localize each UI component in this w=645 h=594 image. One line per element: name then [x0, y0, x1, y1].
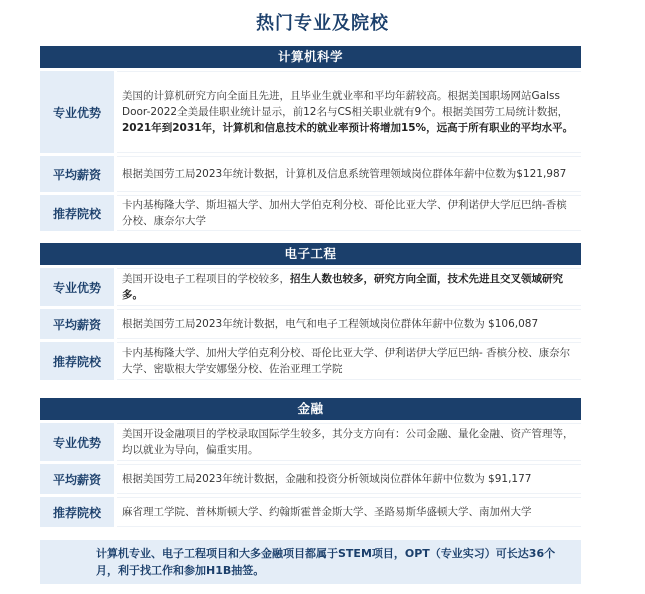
- row-advantage: [40, 423, 581, 461]
- row-label: 平均薪资: [40, 309, 114, 339]
- row-label: 专业优势: [40, 268, 114, 306]
- row-schools: [40, 497, 581, 527]
- row-label: 专业优势: [40, 423, 114, 461]
- advantage-text-normal: 美国的计算机研究方向全面且先进，且毕业生就业率和平均年薪较高。根据美国职场网站Galss Door-2022全美最佳职业统计显示，前12名与CS相关职业就有9个。根据美国劳工局统计数据，: [122, 90, 569, 118]
- row-content: [117, 342, 581, 380]
- section-finance: [40, 398, 581, 527]
- row-content: [117, 71, 581, 153]
- row-content: [117, 309, 581, 339]
- schools-text: 麻省理工学院、普林斯顿大学、约翰斯霍普金斯大学、圣路易斯华盛顿大学、南加州大学: [122, 506, 532, 518]
- section-header: 电子工程: [40, 243, 581, 265]
- row-content: [117, 497, 581, 527]
- salary-text: 根据美国劳工局2023年统计数据，计算机及信息系统管理领域岗位群体年薪中位数为$121,987: [122, 168, 567, 180]
- salary-text: 根据美国劳工局2023年统计数据，电气和电子工程领域岗位群体年薪中位数为 $106,087: [122, 318, 539, 330]
- row-content: [117, 156, 581, 192]
- row-content: [117, 423, 581, 461]
- row-label: 平均薪资: [40, 464, 114, 494]
- row-advantage: [40, 71, 581, 153]
- row-schools: [40, 342, 581, 380]
- section-electrical-engineering: [40, 243, 581, 380]
- row-salary: [40, 464, 581, 494]
- schools-text: 卡内基梅隆大学、加州大学伯克利分校、哥伦比亚大学、伊利诺伊大学厄巴纳- 香槟分校、康奈尔大学、密歇根大学安娜堡分校、佐治亚理工学院: [122, 347, 571, 375]
- stem-footer-note: 计算机专业、电子工程项目和大多金融项目都属于STEM项目，OPT（专业实习）可长达36个月，利于找工作和参加H1B抽签。: [40, 540, 581, 584]
- advantage-text-normal: 美国开设电子工程项目的学校较多，: [122, 273, 290, 285]
- row-content: [117, 195, 581, 231]
- row-salary: [40, 156, 581, 192]
- advantage-text: [122, 271, 576, 303]
- row-schools: [40, 195, 581, 231]
- schools-text: 卡内基梅隆大学、斯坦福大学、加州大学伯克利分校、哥伦比亚大学、伊利诺伊大学厄巴纳-香槟分校、康奈尔大学: [122, 199, 567, 227]
- advantage-text-bold: 招生人数也较多，研究方向全面，技术先进且交叉领域研究多。: [122, 273, 563, 301]
- advantage-text-normal: 美国开设金融项目的学校录取国际学生较多，其分支方向有：公司金融、量化金融、资产管理等，均以就业为导向，偏重实用。: [122, 428, 574, 456]
- row-content: [117, 268, 581, 306]
- section-computer-science: [40, 46, 581, 231]
- row-label: 推荐院校: [40, 497, 114, 527]
- row-label: 推荐院校: [40, 342, 114, 380]
- page-title: 热门专业及院校: [256, 13, 389, 34]
- section-header: 计算机科学: [40, 46, 581, 68]
- salary-text: 根据美国劳工局2023年统计数据，金融和投资分析领域岗位群体年薪中位数为 $91,177: [122, 473, 532, 485]
- section-header: 金融: [40, 398, 581, 420]
- advantage-text: [122, 426, 576, 458]
- row-advantage: [40, 268, 581, 306]
- advantage-text: [122, 88, 576, 136]
- row-label: 平均薪资: [40, 156, 114, 192]
- row-content: [117, 464, 581, 494]
- row-label: 推荐院校: [40, 195, 114, 231]
- row-salary: [40, 309, 581, 339]
- row-label: 专业优势: [40, 71, 114, 153]
- advantage-text-bold: 2021年到2031年，计算机和信息技术的就业率预计将增加15%，远高于所有职业的平均水平。: [122, 122, 574, 134]
